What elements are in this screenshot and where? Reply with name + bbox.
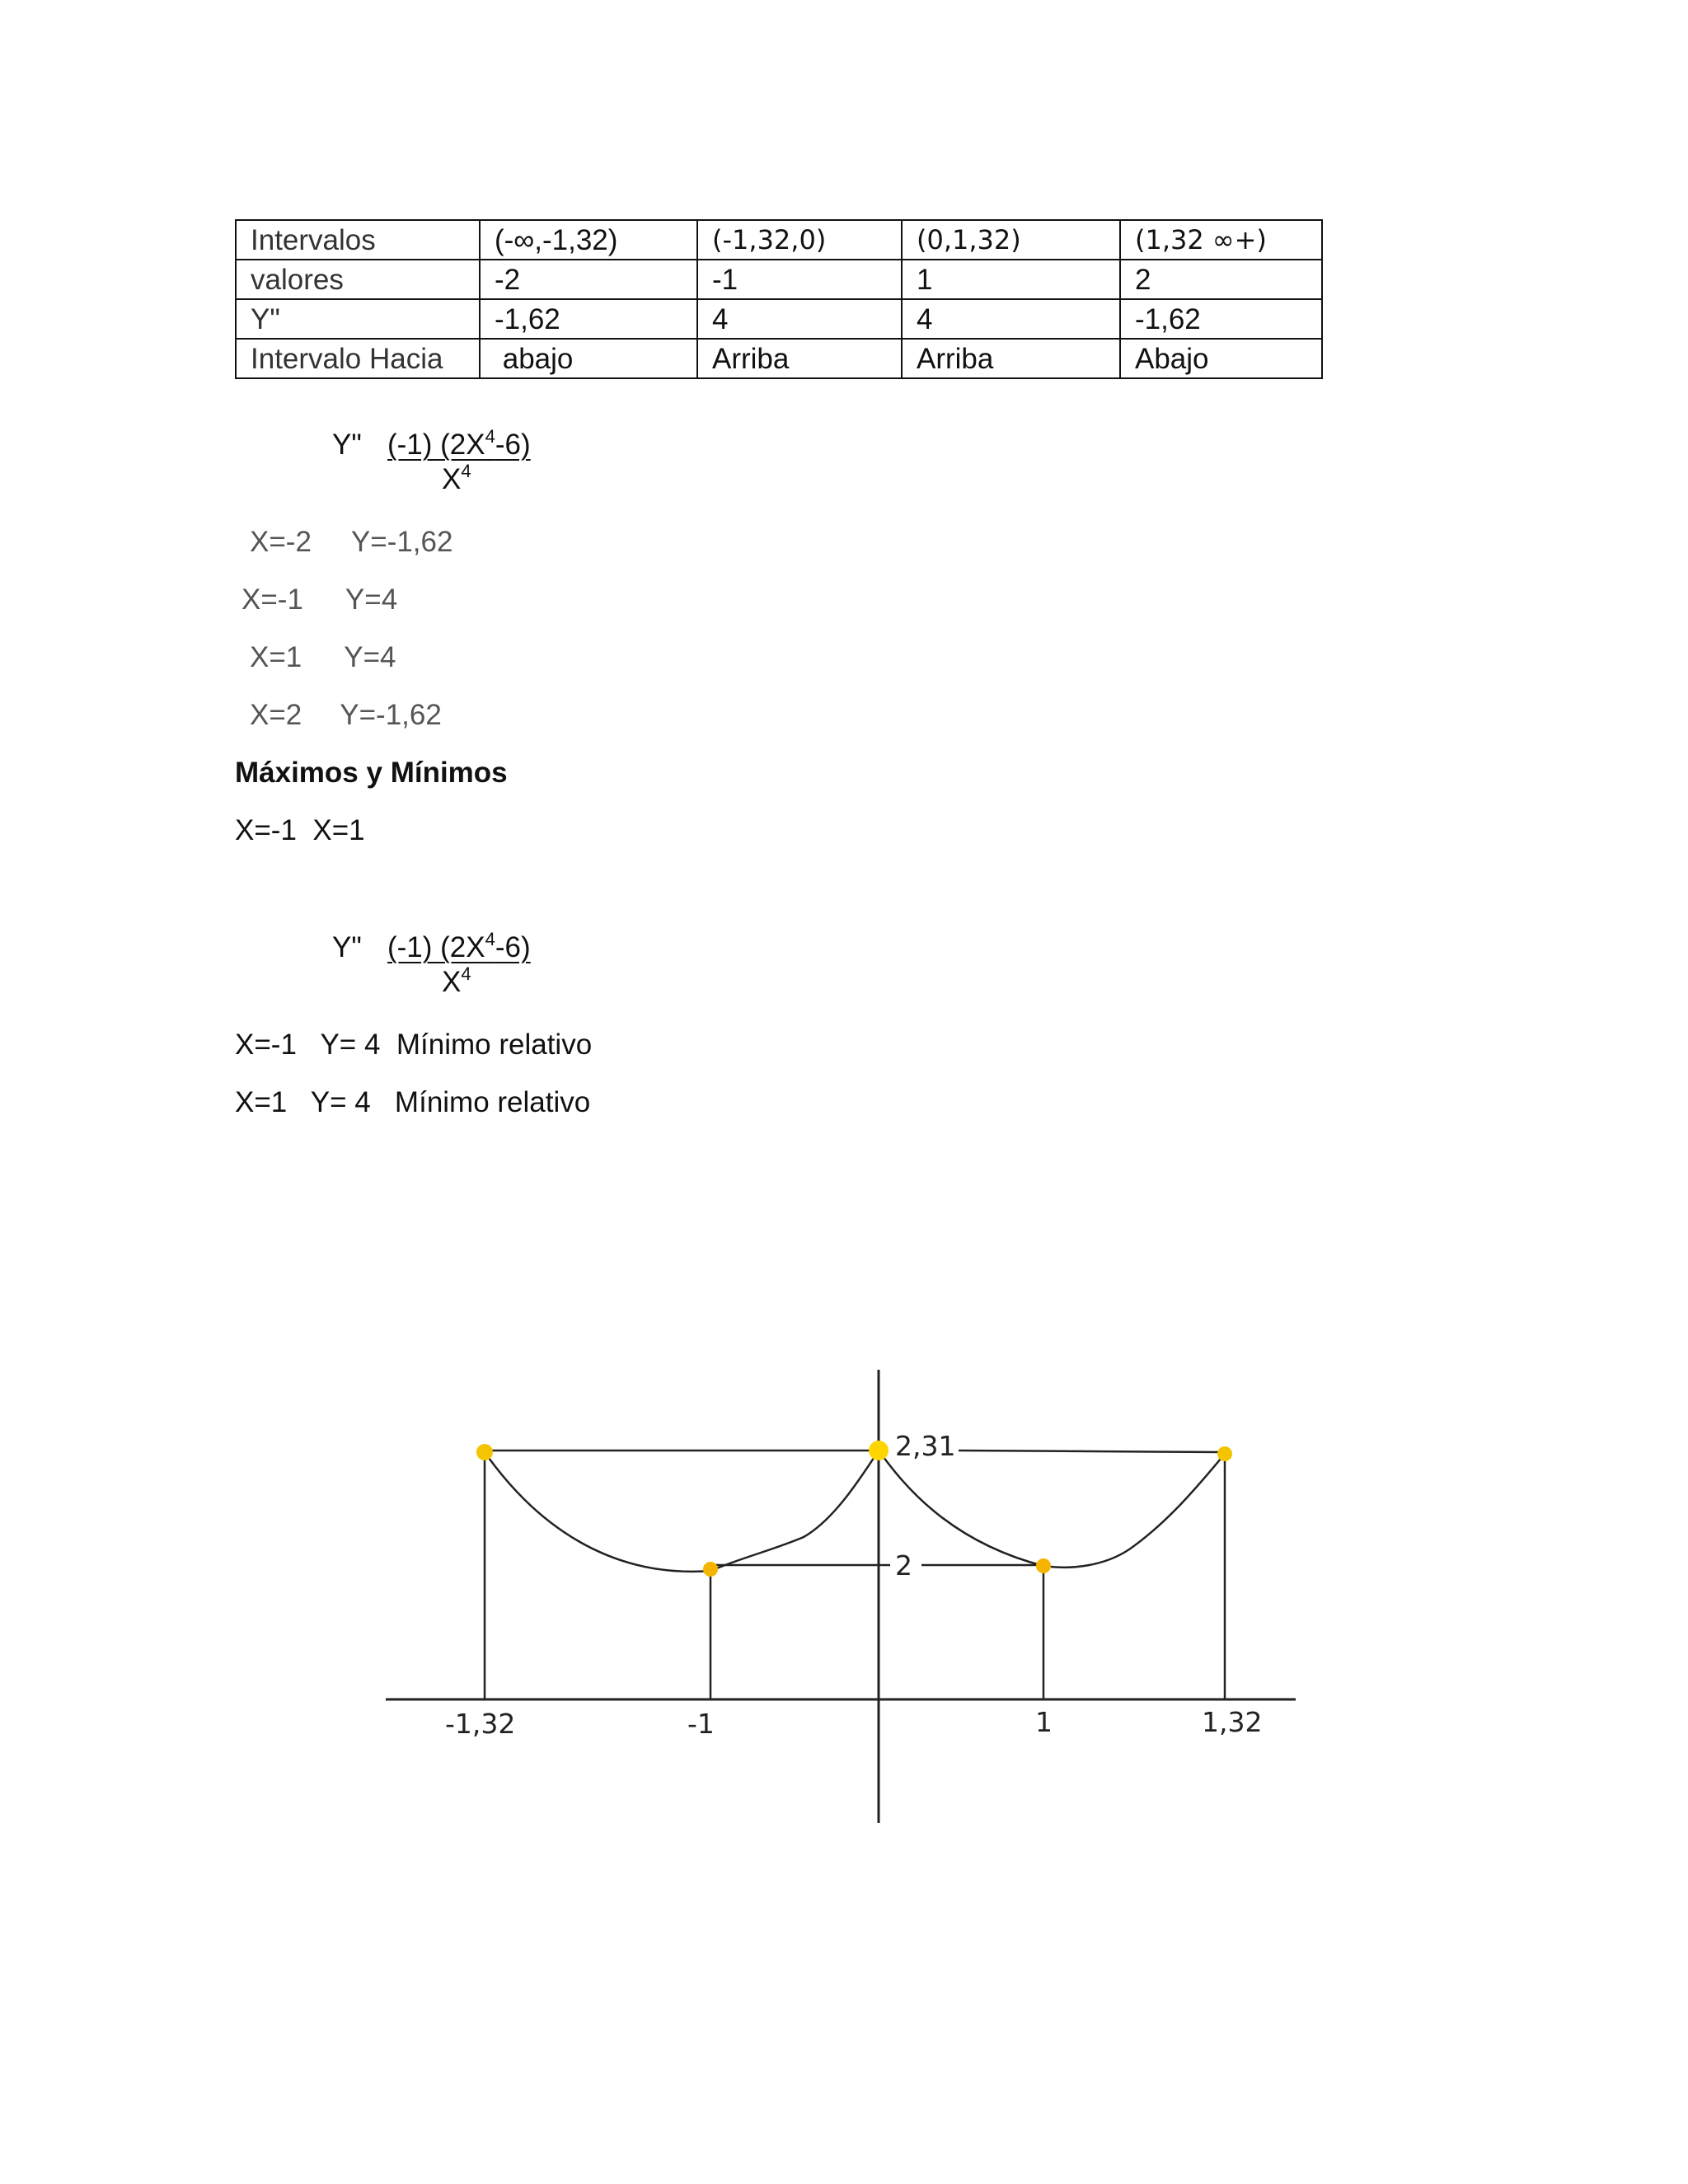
data-point <box>476 1444 493 1460</box>
data-point <box>703 1562 718 1577</box>
table-cell: valores <box>236 260 480 299</box>
table-cell: (-∞,-1,32) <box>480 220 697 260</box>
table-cell: Intervalo Hacia <box>236 339 480 378</box>
table-cell: -1 <box>697 260 902 299</box>
table-cell: 4 <box>697 299 902 339</box>
denominator-base: X <box>442 463 462 495</box>
x-tick-label: 1,32 <box>1202 1706 1263 1738</box>
eval-x: X=-1 <box>241 583 303 616</box>
table-cell: Intervalos <box>236 220 480 260</box>
numerator-base: (-1) (2X <box>387 931 485 963</box>
table-cell: -1,62 <box>480 299 697 339</box>
numerator-base: (-1) (2X <box>387 429 485 461</box>
function-curve <box>485 1451 1225 1572</box>
eval-x: X=1 <box>250 641 302 673</box>
data-point <box>1217 1446 1232 1461</box>
numerator-tail: -6) <box>495 931 531 963</box>
x-tick-label: -1 <box>687 1708 715 1740</box>
table-cell: 2 <box>1120 260 1322 299</box>
guide-line-top-right <box>959 1451 1225 1452</box>
y-tick-label: 2,31 <box>895 1430 956 1462</box>
numerator-tail: -6) <box>495 429 531 461</box>
x-tick-label: 1 <box>1035 1706 1053 1738</box>
numerator-exponent: 4 <box>485 426 495 447</box>
table-cell: Y" <box>236 299 480 339</box>
denominator-base: X <box>442 966 462 998</box>
denominator-exponent: 4 <box>461 963 471 984</box>
table-cell: 1 <box>902 260 1120 299</box>
denominator-exponent: 4 <box>461 461 471 481</box>
eval-y: Y=4 <box>344 641 396 673</box>
table-cell: -2 <box>480 260 697 299</box>
table-cell: (0,1,32) <box>902 220 1120 260</box>
table-cell: (-1,32,0) <box>697 220 902 260</box>
maxmin-heading: Máximos y Mínimos <box>235 757 508 789</box>
y-tick-label: 2 <box>895 1549 912 1582</box>
eval-x: X=2 <box>250 699 302 731</box>
eval-x: X=-2 <box>250 526 312 558</box>
eval-y: Y=4 <box>345 583 398 616</box>
formula-lhs: Y" <box>332 931 362 963</box>
table-cell: -1,62 <box>1120 299 1322 339</box>
eval-y: Y=-1,62 <box>340 699 442 731</box>
data-point <box>869 1441 889 1460</box>
table-cell: Abajo <box>1120 339 1322 378</box>
table-cell: abajo <box>480 339 697 378</box>
data-point <box>1036 1558 1051 1573</box>
table-cell: Arriba <box>697 339 902 378</box>
numerator-exponent: 4 <box>485 929 495 949</box>
result-line: X=1 Y= 4 Mínimo relativo <box>235 1086 591 1118</box>
critical-points: X=-1 X=1 <box>235 814 365 846</box>
formula-lhs: Y" <box>332 429 362 461</box>
x-tick-label: -1,32 <box>445 1708 516 1740</box>
table-cell: Arriba <box>902 339 1120 378</box>
result-line: X=-1 Y= 4 Mínimo relativo <box>235 1029 593 1061</box>
table-cell: (1,32 ∞+) <box>1120 220 1322 260</box>
table-cell: 4 <box>902 299 1120 339</box>
eval-y: Y=-1,62 <box>350 526 453 558</box>
